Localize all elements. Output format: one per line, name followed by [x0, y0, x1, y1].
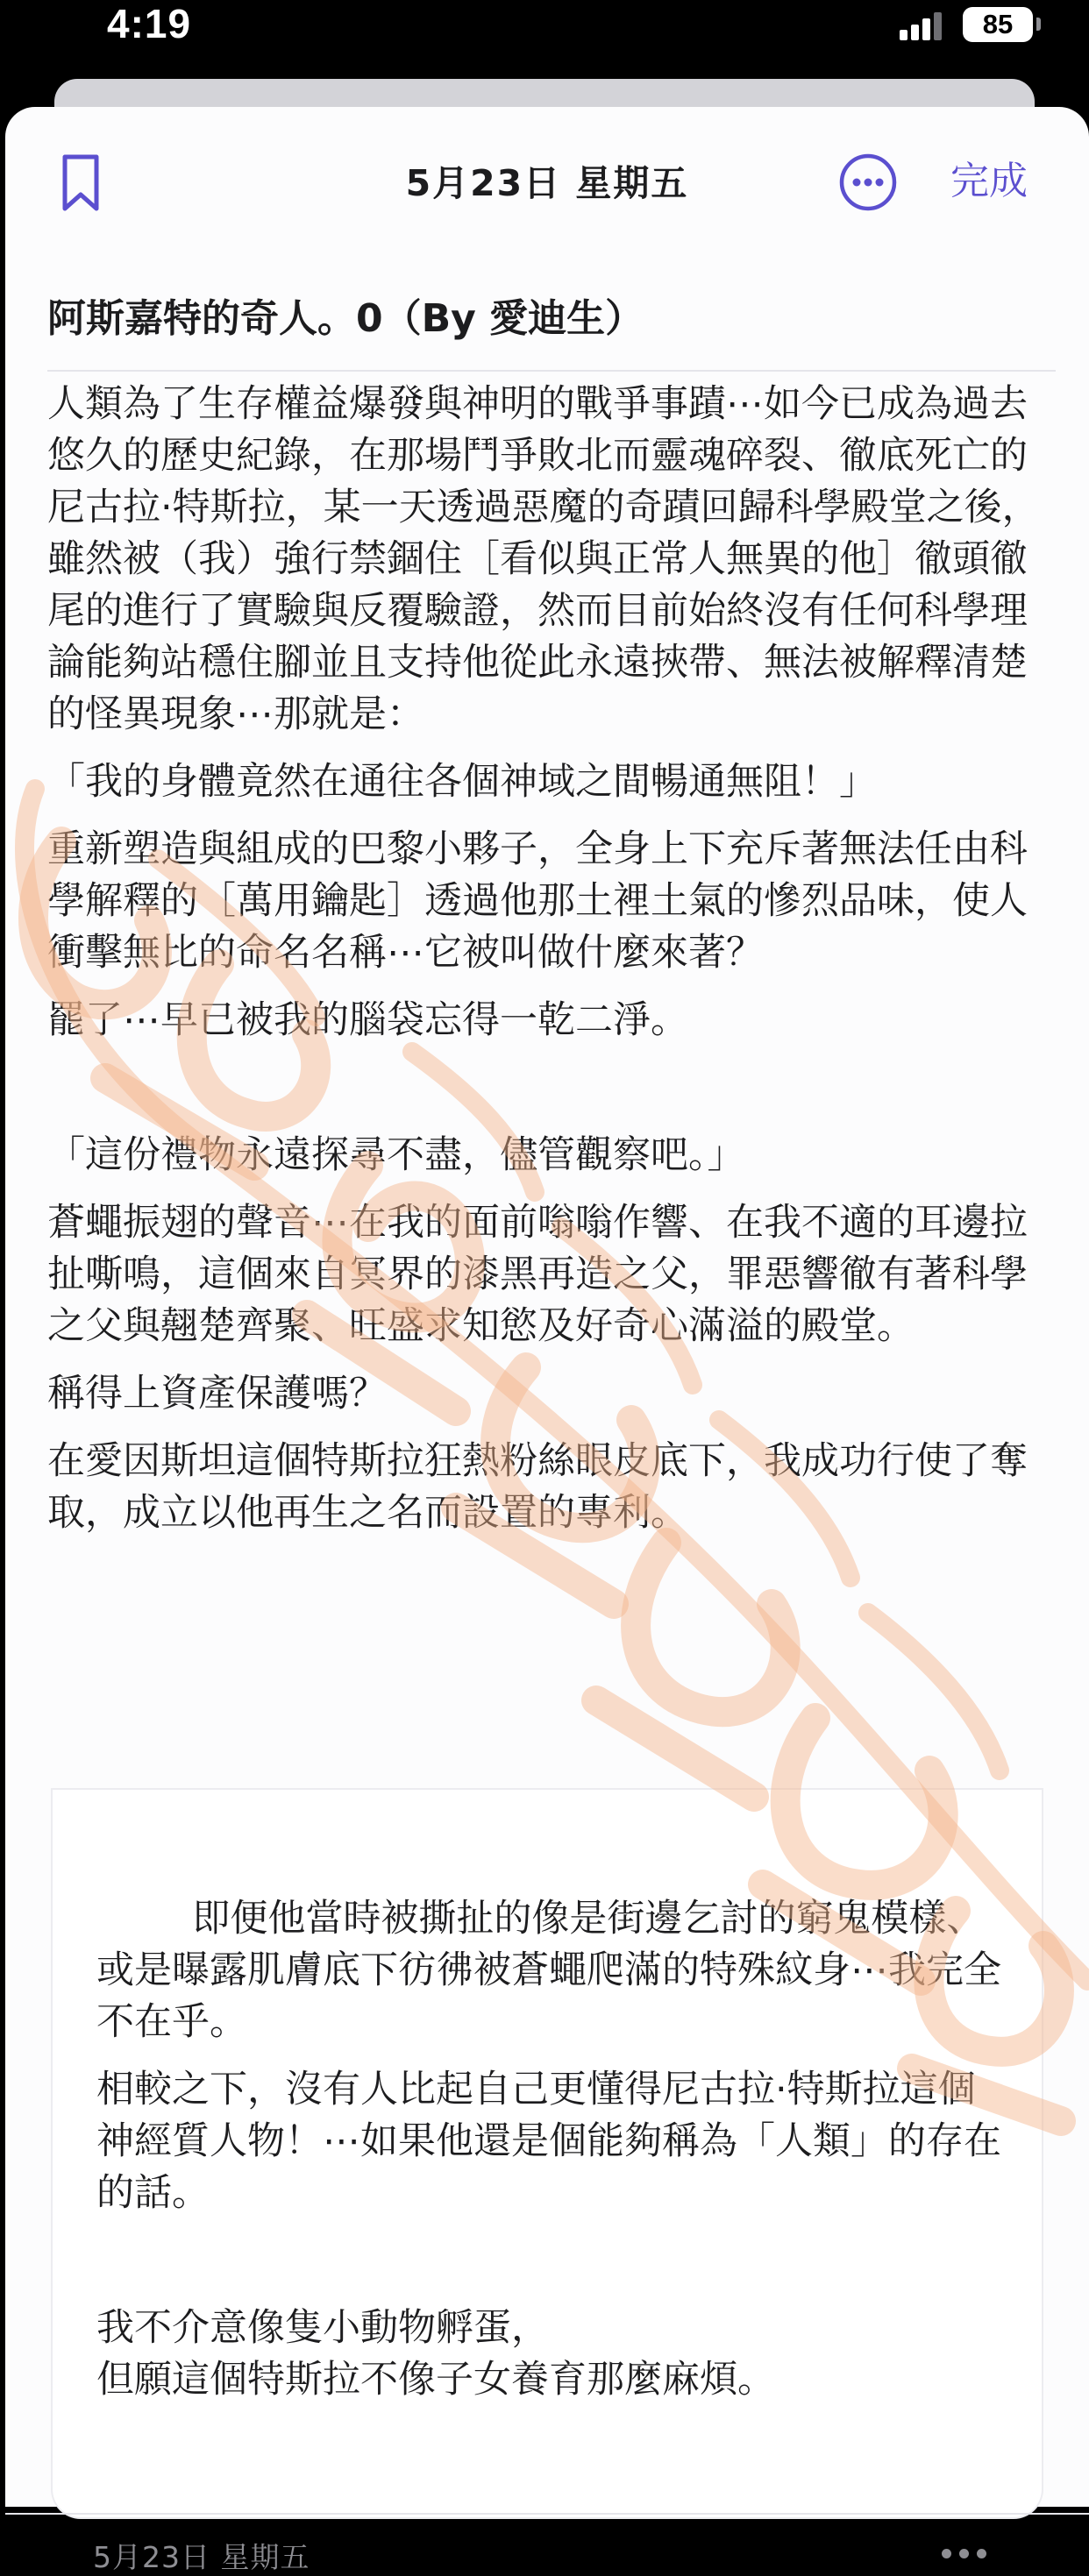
body-paragraph: 人類為了生存權益爆發與神明的戰爭事蹟⋯如今已成為過去悠久的歷史紀錄，在那場鬥爭敗北而靈魂碎裂、徹底死亡的尼古拉·特斯拉，某一天透過惡魔的奇蹟回歸科學殿堂之後，雖然被（我）強行禁錮住［看似與正常人無異的他］徹頭徹尾的進行了實驗與反覆驗證，然而目前始終沒有任何科學理論能夠站穩住腳並且支持他從此永遠挾帶、無法被解釋清楚的怪異現象⋯那就是：: [47, 382, 1040, 736]
entry-body[interactable]: [47, 379, 1056, 1555]
footer-divider: [5, 2513, 1089, 2515]
status-bar: [0, 0, 1089, 61]
more-options-icon[interactable]: [938, 2537, 991, 2572]
body-paragraph: 「這份禮物永遠探尋不盡，儘管觀察吧。」: [47, 1133, 745, 1177]
blank-line: [96, 2235, 1008, 2287]
battery-tip: [1036, 18, 1041, 31]
card-paragraph: 但願這個特斯拉不像子女養育那麼麻煩。: [96, 2358, 775, 2402]
card-paragraph: 我不介意像隻小動物孵蛋，: [96, 2306, 549, 2350]
more-icon[interactable]: [838, 153, 898, 212]
body-paragraph: 稱得上資產保護嗎？: [47, 1372, 387, 1416]
entry-toolbar: [5, 107, 1089, 256]
body-paragraph: 重新塑造與組成的巴黎小夥子，全身上下充斥著無法任由科學解釋的［萬用鑰匙］透過他那土裡土氣的慘烈品味，使人衝擊無比的命名名稱⋯它被叫做什麼來著？: [47, 827, 1028, 975]
blank-line: [47, 1062, 1056, 1114]
body-paragraph: 在愛因斯坦這個特斯拉狂熱粉絲眼皮底下，我成功行使了奪取，成立以他再生之名而設置的專利。: [47, 1439, 1028, 1535]
entry-card[interactable]: [53, 1790, 1042, 2517]
footer-date: 5月23日 星期五: [93, 2540, 310, 2574]
done-button[interactable]: 完成: [950, 159, 1028, 203]
status-time: 4:19: [107, 1, 192, 46]
card-paragraph: 相較之下，沒有人比起自己更懂得尼古拉·特斯拉這個神經質人物！⋯如果他還是個能夠稱為「人類」的存在的話。: [96, 2068, 1001, 2215]
journal-entry-sheet: [5, 107, 1089, 2574]
body-paragraph: 蒼蠅振翅的聲音⋯在我的面前嗡嗡作響、在我不適的耳邊拉扯嘶鳴，這個來自冥界的漆黑再造之父，罪惡響徹有著科學之父與翹楚齊聚、旺盛求知慾及好奇心滿溢的殿堂。: [47, 1201, 1028, 1348]
card-paragraph: 即便他當時被撕扯的像是街邊乞討的窮鬼模樣、或是曝露肌膚底下彷彿被蒼蠅爬滿的特殊紋身⋯我完全不在乎。: [96, 1897, 1001, 2044]
battery-icon: 85: [963, 7, 1033, 42]
signal-icon: [900, 11, 942, 40]
body-paragraph: 罷了⋯早已被我的腦袋忘得一乾二淨。: [47, 998, 688, 1042]
entry-date: 5月23日 星期五: [405, 162, 689, 204]
body-paragraph: 「我的身體竟然在通往各個神域之間暢通無阻！」: [47, 760, 877, 804]
card-body: [96, 1893, 1008, 2422]
entry-title[interactable]: 阿斯嘉特的奇人。0（By 愛迪生）: [47, 296, 644, 341]
title-divider: [47, 370, 1056, 372]
